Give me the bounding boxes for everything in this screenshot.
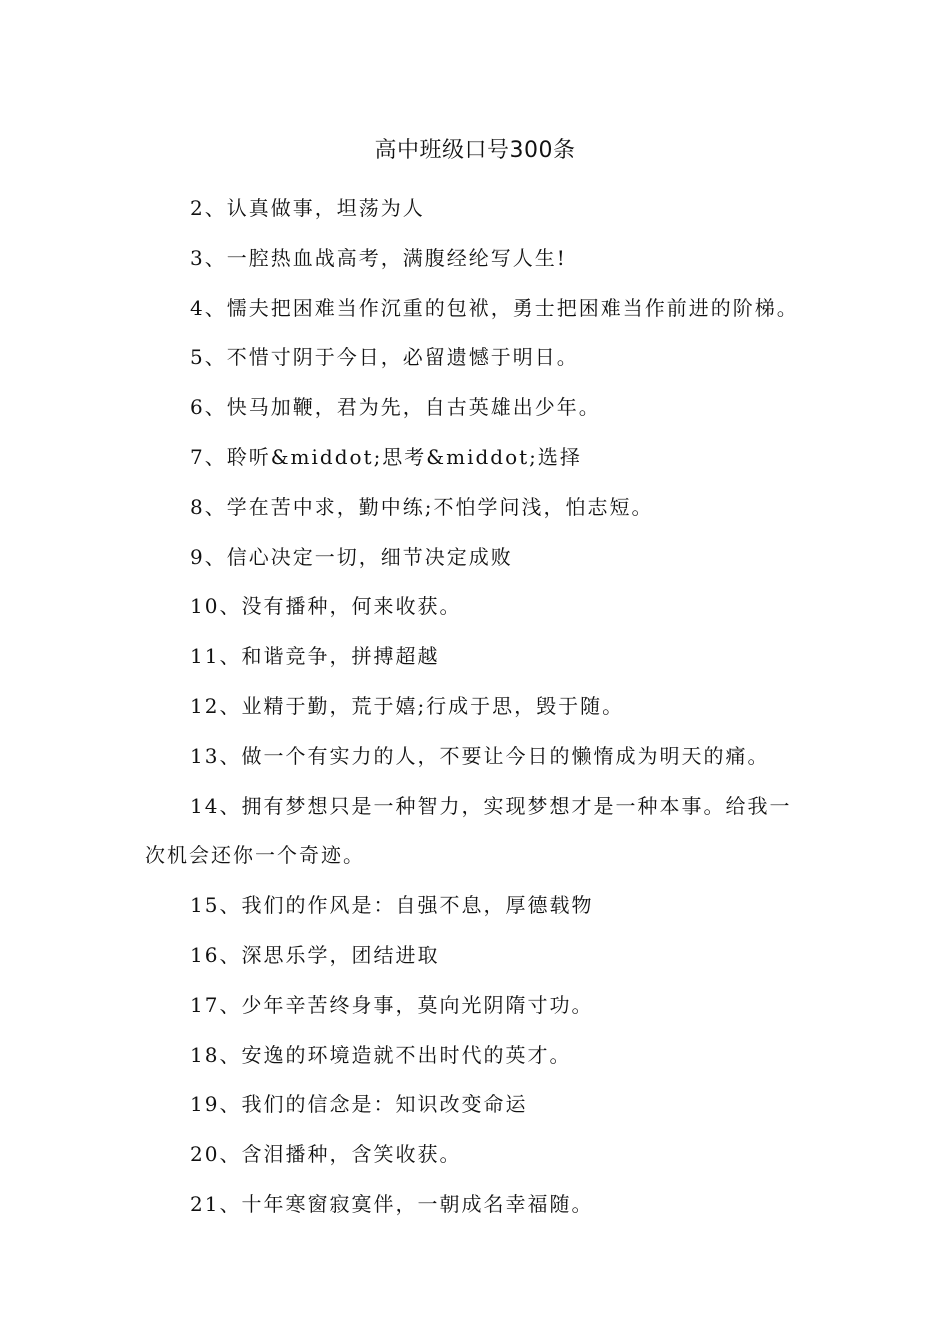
list-item: 8、学在苦中求，勤中练;不怕学问浅，怕志短。 <box>190 494 654 519</box>
list-item: 13、做一个有实力的人，不要让今日的懒惰成为明天的痛。 <box>190 743 770 768</box>
list-item: 18、安逸的环境造就不出时代的英才。 <box>190 1042 572 1067</box>
list-item: 15、我们的作风是：自强不息，厚德载物 <box>190 893 594 918</box>
list-item: 12、业精于勤，荒于嬉;行成于思，毁于随。 <box>190 693 625 718</box>
list-item: 21、十年寒窗寂寞伴，一朝成名幸福随。 <box>190 1191 594 1216</box>
list-item: 20、含泪播种，含笑收获。 <box>190 1142 462 1167</box>
list-item: 7、聆听&middot;思考&middot;选择 <box>190 444 582 469</box>
list-item: 10、没有播种，何来收获。 <box>190 594 462 619</box>
list-item: 2、认真做事，坦荡为人 <box>190 196 425 220</box>
list-item: 17、少年辛苦终身事，莫向光阴隋寸功。 <box>190 992 594 1017</box>
list-item-continuation: 次机会还你一个奇迹。 <box>145 843 365 868</box>
list-item: 14、拥有梦想只是一种智力，实现梦想才是一种本事。给我一 <box>190 793 792 818</box>
list-item: 16、深思乐学，团结进取 <box>190 942 440 967</box>
list-item: 9、信心决定一切，细节决定成败 <box>190 544 513 569</box>
list-item: 3、一腔热血战高考，满腹经纶写人生! <box>190 245 567 270</box>
list-item: 5、不惜寸阴于今日，必留遗憾于明日。 <box>190 345 579 370</box>
list-item: 19、我们的信念是：知识改变命运 <box>190 1092 528 1117</box>
list-item: 4、懦夫把困难当作沉重的包袱，勇士把困难当作前进的阶梯。 <box>190 295 799 320</box>
list-item: 6、快马加鞭，君为先，自古英雄出少年。 <box>190 395 601 420</box>
list-item: 11、和谐竞争，拼搏超越 <box>190 644 440 669</box>
document-title: 高中班级口号300条 <box>374 138 576 163</box>
slogan-list <box>145 184 825 1230</box>
